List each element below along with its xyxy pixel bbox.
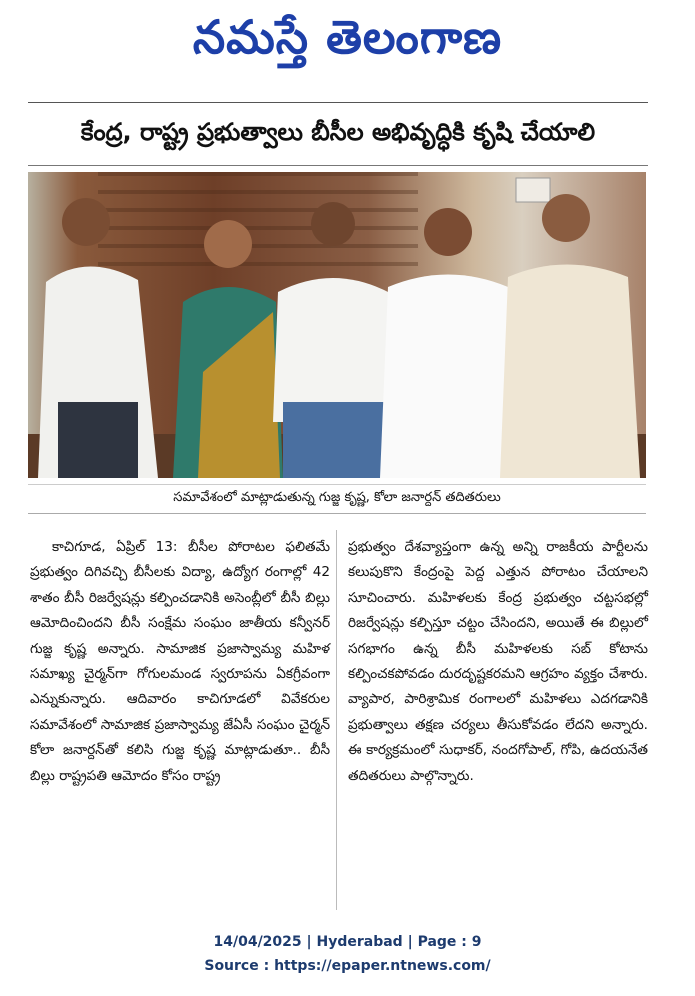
window-blinds: [98, 172, 418, 266]
person-5: [500, 194, 640, 478]
person-2: [173, 220, 283, 478]
newspaper-masthead: నమస్తే తెలంగాణ: [192, 10, 503, 64]
divider: [28, 102, 648, 103]
person-1: [38, 198, 158, 478]
article-paragraph: ప్రభుత్వం దేశవ్యాప్తంగా ఉన్న అన్ని రాజకీయ పార్టీలను కలుపుకొని కేంద్రంపై పెద్ద ఎత్తున పోరాటం చేయాలని సూచించారు. మహిళలకు కేంద్ర ప్రభుత్వం చట్టసభల్లో రిజర్వేషన్లు కల్పిస్తూ చట్టం చేసిందని, అయితే ఈ బిల్లులో సగభాగం ఉన్న బీసీ మహిళలకు సబ్ కోటాను కల్పించకపోవడం దురదృష్టకరమని ఆగ్రహం వ్యక్తం చేశారు. వ్యాపార, పారిశ్రామిక రంగాలలో మహిళలు ఎదగడానికి ప్రభుత్వాలు తక్షణ చర్యలు తీసుకోవడం లేదని అన్నారు. ఈ కార్యక్రమంలో సుధాకర్, నందగోపాల్, గోపి, ఉదయనేత తదితరులు పాల్గొన్నారు.: [348, 539, 648, 784]
article-photo: [28, 172, 646, 478]
group-photo-illustration: [28, 172, 646, 478]
divider: [28, 165, 648, 166]
source-link[interactable]: Source : https://epaper.ntnews.com/: [204, 958, 491, 974]
column-divider: [336, 530, 337, 910]
article-paragraph: కాచిగూడ, ఏప్రిల్ 13: బీసీల పోరాటల ఫలితమే ప్రభుత్వం దిగివచ్చి బీసీలకు విద్యా, ఉద్యోగ రంగాల్లో 42 శాతం బీసీ రిజర్వేషన్లు కల్పించడానికి అసెంబ్లీలో బీసీ బిల్లు ఆమోదించిందని బీసీ సంక్షేమ సంఘం జాతీయ కన్వీనర్ గుజ్జ కృష్ణ అన్నారు. సామాజిక ప్రజాస్వామ్య మహిళ సమాఖ్య చైర్మన్‌గా గోగులమండ స్వరూపను ఏకగ్రీవంగా ఎన్నుకున్నారు. ఆదివారం కాచిగూడలో వివేకరుల సమావేశంలో సామాజిక ప్రజాస్వామ్య జేఏసీ సంఘం చైర్మన్ కోలా జనార్దన్‌తో కలిసి గుజ్జ కృష్ణ మాట్లాడుతూ.. బీసీ బిల్లు రాష్ట్రపతి ఆమోదం కోసం రాష్ట్ర: [30, 539, 330, 784]
edition-date-line: 14/04/2025 | Hyderabad | Page : 9: [213, 934, 482, 950]
article-column-right: [348, 535, 648, 789]
article-column-left: [30, 535, 330, 789]
article-headline: కేంద్ర, రాష్ట్ర ప్రభుత్వాలు బీసీల అభివృద్ధికి కృషి చేయాలి: [80, 118, 596, 146]
person-4: [380, 208, 520, 478]
photo-caption: సమావేశంలో మాట్లాడుతున్న గుజ్జ కృష్ణ, కోలా జనార్దన్ తదితరులు: [28, 484, 646, 514]
person-3: [273, 202, 398, 478]
